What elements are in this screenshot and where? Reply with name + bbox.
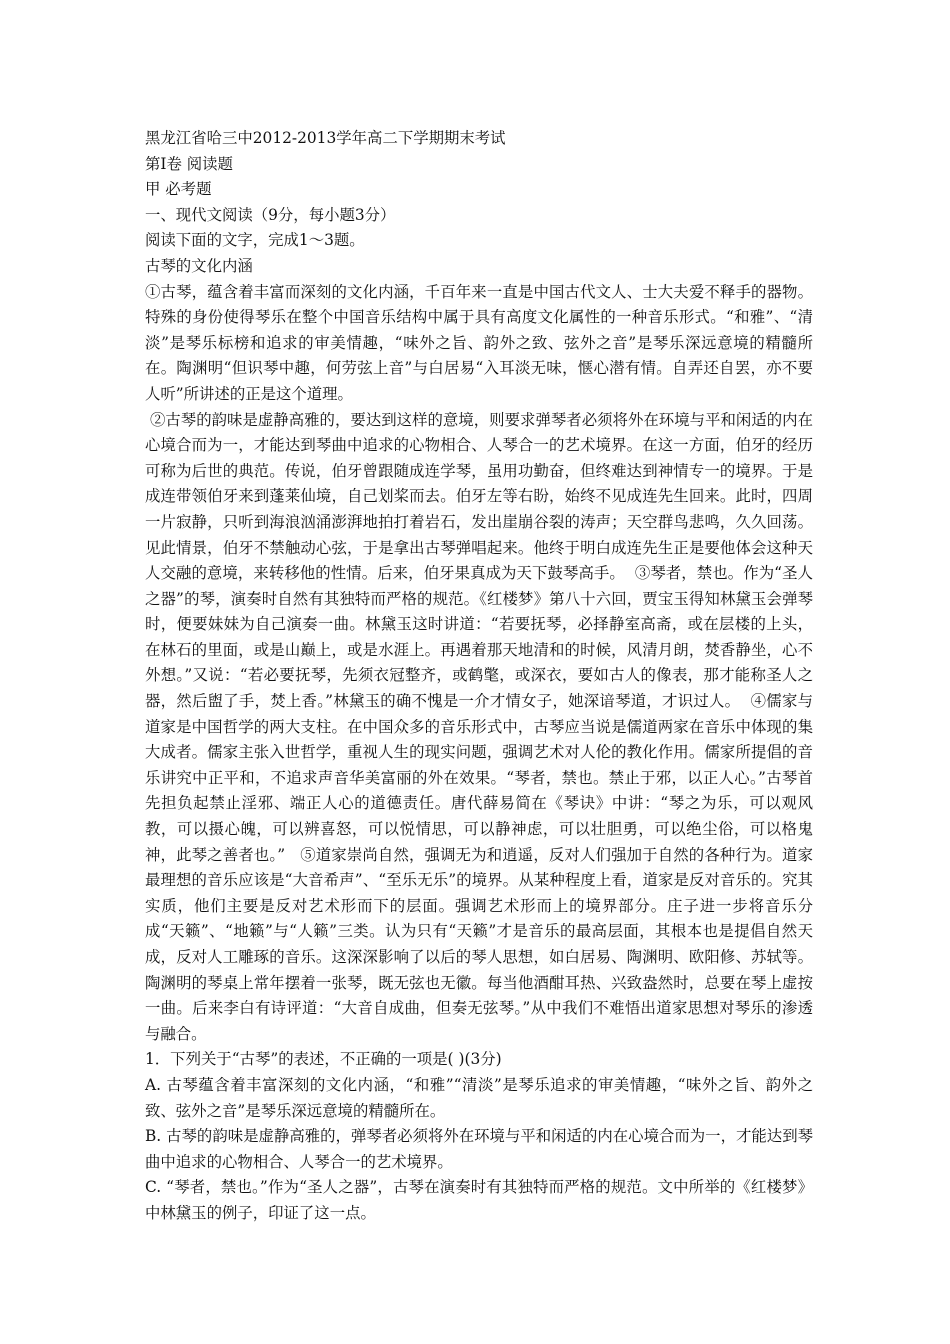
section-heading: 一、现代文阅读（9分，每小题3分）	[145, 205, 396, 224]
exam-title: 黑龙江省哈三中2012-2013学年高二下学期期末考试	[145, 129, 506, 147]
article-paragraph: ②古琴的韵味是虚静高雅的，要达到这样的意境，则要求弹琴者必须将外在环境与平和闲适的内在心境合而为一，才能达到琴曲中追求的心物相合、人琴合一的艺术境界。在这一方面，伯牙的经历可称为后世的典范。传说，伯牙曾跟随成连学琴，虽用功勤奋，但终难达到神情专一的境界。于是成连带领伯牙来到蓬莱仙境，自己划桨而去。伯牙左等右盼，始终不见成连先生回来。此时，四周一片寂静，只听到海浪汹涌澎湃地拍打着岩石，发出崖崩谷裂的涛声；天空群鸟悲鸣，久久回荡。见此情景，伯牙不禁触动心弦，于是拿出古琴弹唱起来。他终于明白成连先生正是要他体会这种天人交融的意境，来转移他的性情。后来，伯牙果真成为天下鼓琴高手。 ③琴者，禁也。作为“圣人之器”的琴，演奏时自然有其独特而严格的规范。《红楼梦》第八十六回，贾宝玉得知林黛玉会弹琴时，便要妹妹为自己演奏一曲。林黛玉这时讲道：“若要抚琴，必择静室高斋，或在层楼的上头，在林石的里面，或是山巅上，或是水涯上。再遇着那天地清和的时候，风清月朗，焚香静坐，心不外想。”又说：“若必要抚琴，先须衣冠整齐，或鹤氅，或深衣，要如古人的像表，那才能称圣人之器，然后盥了手，焚上香。”林黛玉的确不愧是一介才情女子，她深谙琴道，才识过人。 ④儒家与道家是中国哲学的两大支柱。在中国众多的音乐形式中，古琴应当说是儒道两家在音乐中体现的集大成者。儒家主张入世哲学，重视人生的现实问题，强调艺术对人伦的教化作用。儒家所提倡的音乐讲究中正平和，不追求声音华美富丽的外在效果。“琴者，禁也。禁止于邪，以正人心。”古琴首先担负起禁止淫邪、端正人心的道德责任。唐代薛易简在《琴诀》中讲：“琴之为乐，可以观风教，可以摄心魄，可以辨喜怒，可以悦情思，可以静神虑，可以壮胆勇，可以绝尘俗，可以格鬼神，此琴之善者也。” ⑤道家崇尚自然，强调无为和逍遥，反对人们强加于自然的各种行为。道家最理想的音乐应该是“大音希声”、“至乐无乐”的境界。从某种程度上看，道家是反对音乐的。究其实质，他们主要是反对艺术形而下的层面。强调艺术形而上的境界部分。庄子进一步将音乐分成“天籁”、“地籁”与“人籁”三类。认为只有“天籁”才是音乐的最高层面，其根本也是提倡自然天成，反对人工雕琢的音乐。这深深影响了以后的琴人思想，如白居易、陶渊明、欧阳修、苏轼等。陶渊明的琴桌上常年摆着一张琴，既无弦也无徽。每当他酒酣耳热、兴致盎然时，总要在琴上虚按一曲。后来李白有诗评道：“大音自成曲，但奏无弦琴。”从中我们不难悟出道家思想对琴乐的渗透与融合。	[145, 410, 813, 1043]
volume-heading: 第Ⅰ卷 阅读题	[145, 154, 233, 173]
question-option-a: A. 古琴蕴含着丰富深刻的文化内涵，“和雅”“清淡”是琴乐追求的审美情趣，“味外之旨、韵外之致、弦外之音”是琴乐深远意境的精髓所在。	[145, 1075, 813, 1120]
question-option-b: B. 古琴的韵味是虚静高雅的，弹琴者必须将外在环境与平和闲适的内在心境合而为一，才能达到琴曲中追求的心物相合、人琴合一的艺术境界。	[145, 1127, 813, 1171]
article-paragraph: ①古琴，蕴含着丰富而深刻的文化内涵，千百年来一直是中国古代文人、士大夫爱不释手的器物。特殊的身份使得琴乐在整个中国音乐结构中属于具有高度文化属性的一种音乐形式。“和雅”、“清淡”是琴乐标榜和追求的审美情趣，“味外之旨、韵外之致、弦外之音”是琴乐深远意境的精髓所在。陶渊明“但识琴中趣，何劳弦上音”与白居易“入耳淡无味，惬心潜有情。自弄还自罢，亦不要人听”所讲述的正是这个道理。	[145, 282, 813, 403]
article-title: 古琴的文化内涵	[145, 256, 253, 275]
question-option-c: C. “琴者，禁也。”作为“圣人之器”，古琴在演奏时有其独特而严格的规范。文中所举的《红楼梦》中林黛玉的例子，印证了这一点。	[145, 1178, 813, 1222]
instruction-text: 阅读下面的文字，完成1～3题。	[145, 231, 365, 250]
question-stem: 1．下列关于“古琴”的表述，不正确的一项是( )(3分)	[145, 1050, 502, 1069]
part-heading: 甲 必考题	[145, 180, 212, 199]
document-page	[145, 126, 813, 1227]
